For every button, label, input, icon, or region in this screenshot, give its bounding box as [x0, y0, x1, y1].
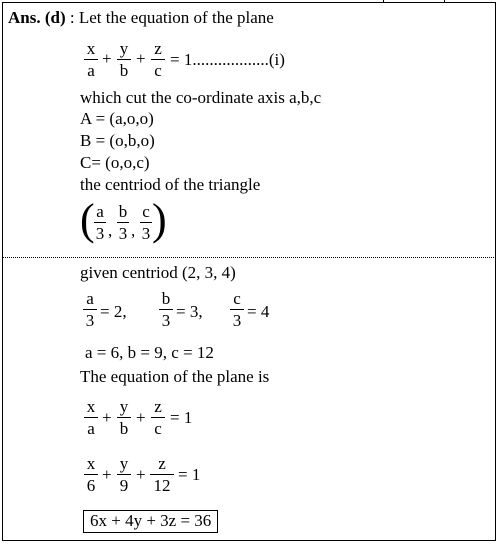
fraction-y-over-b: y b: [117, 398, 131, 437]
fraction-b-over-3: b 3: [118, 202, 128, 243]
plus-sign: +: [102, 465, 112, 484]
left-parenthesis: (: [80, 195, 95, 244]
comma: ,: [108, 221, 113, 240]
point-a: A = (a,o,o): [80, 109, 154, 128]
plus-sign: +: [136, 49, 146, 68]
fraction-c-over-3: c 3: [141, 202, 151, 243]
fraction-y-over-9: y 9: [117, 455, 131, 494]
fraction-x-over-6: x 6: [84, 455, 98, 494]
equation-heading: The equation of the plane is: [80, 367, 270, 386]
b-equals: = 3,: [176, 302, 203, 321]
centroid-heading: the centriod of the triangle: [80, 175, 261, 194]
plus-sign: +: [102, 408, 112, 427]
a-equals: = 2,: [100, 302, 127, 321]
equation-rhs: = 1..................(i): [170, 50, 285, 69]
cut-axes-line: which cut the co-ordinate axis a,b,c: [80, 88, 322, 107]
plus-sign: +: [136, 408, 146, 427]
fraction-c-over-3: c 3: [230, 290, 244, 329]
fraction-a-over-3: a 3: [95, 202, 105, 243]
solution-box: [2, 2, 496, 541]
plus-sign: +: [136, 465, 146, 484]
equation-rhs: = 1: [178, 465, 201, 484]
fraction-z-over-12: z 12: [150, 455, 174, 494]
right-parenthesis: ): [152, 195, 167, 244]
fraction-b-over-3: b 3: [159, 290, 173, 329]
abc-values: a = 6, b = 9, c = 12: [85, 343, 214, 362]
fraction-a-over-3: a 3: [83, 290, 97, 329]
answer-intro: : Let the equation of the plane: [65, 8, 274, 27]
fraction-x-over-a: x a: [84, 40, 98, 79]
comma: ,: [131, 221, 136, 240]
point-c: C= (o,o,c): [80, 153, 150, 172]
plus-sign: +: [102, 49, 112, 68]
answer-line: [8, 9, 274, 26]
fraction-z-over-c: z c: [151, 40, 165, 79]
point-b: B = (o,b,o): [80, 131, 155, 150]
c-equals: = 4: [247, 302, 270, 321]
fraction-x-over-a: x a: [84, 398, 98, 437]
equation-rhs: = 1: [170, 408, 193, 427]
fraction-z-over-c: z c: [151, 398, 165, 437]
answer-label: Ans. (d): [8, 8, 66, 27]
final-answer-box: 6x + 4y + 3z = 36: [83, 510, 218, 533]
fraction-y-over-b: y b: [117, 40, 131, 79]
given-centroid-line: given centriod (2, 3, 4): [80, 263, 236, 282]
page-break-separator: [2, 257, 496, 258]
